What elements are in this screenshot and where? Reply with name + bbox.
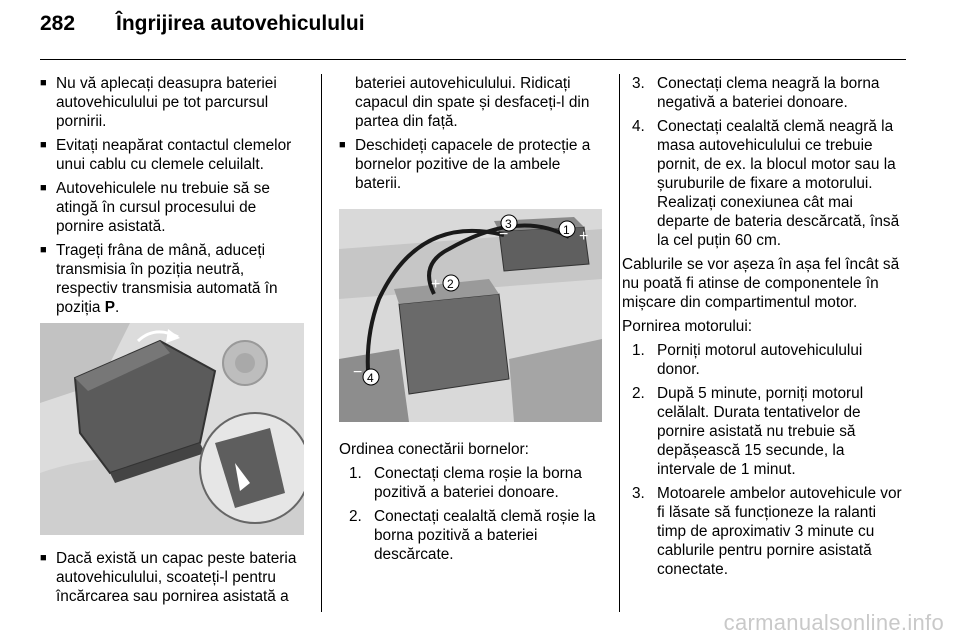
column-2: [339, 74, 604, 569]
page-title: Îngrijirea autovehiculului: [116, 12, 365, 35]
jump-start-drawing: [339, 209, 602, 422]
page-header: [40, 12, 365, 36]
numbered-step: [349, 464, 604, 502]
svg-text:−: −: [353, 364, 363, 381]
step-number: 1.: [349, 465, 362, 482]
order-heading: Ordinea conectării bornelor:: [339, 441, 529, 458]
battery-cover-illustration: [40, 323, 304, 535]
step-number: 2.: [349, 508, 362, 525]
bullet-item: [40, 241, 305, 317]
step-text: Porniți motorul autovehiculului donor.: [657, 342, 863, 378]
page-number: 282: [40, 12, 76, 35]
svg-text:−: −: [499, 226, 509, 243]
numbered-step: [632, 484, 904, 579]
step-text: Motoarele ambelor autovehicule vor fi lăsate să funcționeze la ralanti timp de aproximativ 3 minute cu cablurile pentru pornire asistată conectate.: [657, 485, 902, 578]
paragraph: Cablurile se vor așeza în așa fel încât să nu poată fi atinse de componentele în mișcare din compartimentul motor.: [622, 256, 900, 311]
step-text: Conectați clema roșie la borna pozitivă a bateriei donoare.: [374, 465, 582, 501]
step-number: 3.: [632, 75, 645, 92]
column-3: [622, 74, 904, 584]
figure-label: 1: [563, 223, 570, 237]
bullet-item: ■ Nu vă aplecați deasupra bateriei autovehiculului pe tot parcursul pornirii.: [40, 74, 305, 131]
bullet-end: .: [115, 299, 120, 316]
step-text: Conectați cealaltă clemă roșie la borna pozitivă a bateriei descărcate.: [374, 508, 596, 563]
step-text: Conectați clema neagră la borna negativă a bateriei donoare.: [657, 75, 880, 111]
bullet-item: ■ Deschideți capacele de protecție a bornelor pozitive de la ambele baterii.: [339, 136, 604, 193]
column-1: [40, 74, 305, 611]
header-rule: [40, 59, 906, 60]
bullet-item: ■ Autovehiculele nu trebuie să se atingă în cursul procesului de pornire asistată.: [40, 179, 305, 236]
figure-label: 3: [505, 217, 512, 231]
numbered-step: [632, 74, 904, 112]
column-divider-1: [321, 74, 322, 612]
numbered-step: [632, 384, 904, 479]
battery-cover-drawing: [40, 323, 304, 535]
paragraph: Pornirea motorului:: [622, 318, 753, 335]
step-number: 4.: [632, 118, 645, 135]
jump-start-illustration: [339, 209, 602, 422]
step-text: După 5 minute, porniți motorul celălalt. Durata tentativelor de pornire asistată nu trebuie să depășească 15 secunde, la intervale de 1 minut.: [657, 385, 864, 478]
bullet-item: ■ Dacă există un capac peste bateria autovehiculului, scoateți-l pentru încărcarea sau pornirea asistată a: [40, 549, 305, 606]
position-p: P: [104, 299, 116, 316]
figure-label: 2: [447, 277, 454, 291]
continued-text: bateriei autovehiculului. Ridicați capacul din spate și desfaceți-l din partea din față.: [355, 75, 590, 130]
svg-text:+: +: [431, 276, 441, 293]
bullet-text: Trageți frâna de mână, aduceți transmisia în poziția neutră, respectiv transmisia automată în poziția: [56, 242, 278, 316]
bullet-item: ■ Evitați neapărat contactul clemelor unui cablu cu clemele celuilalt.: [40, 136, 305, 174]
column-divider-2: [619, 74, 620, 612]
svg-text:+: +: [579, 228, 589, 245]
step-text: Conectați cealaltă clemă neagră la masa autovehiculului ce trebuie pornit, de ex. la blocul motor sau la șuruburile de fixare a motorului. Realizați conexiunea cât mai departe de bateria descărcată, însă la cel puțin 60 cm.: [657, 118, 900, 249]
step-number: 1.: [632, 342, 645, 359]
step-number: 2.: [632, 385, 645, 402]
numbered-step: [632, 341, 904, 379]
step-number: 3.: [632, 485, 645, 502]
numbered-step: [632, 117, 904, 250]
figure-label: 4: [367, 371, 374, 385]
numbered-step: [349, 507, 604, 564]
watermark: carmanualsonline.info: [723, 610, 944, 635]
